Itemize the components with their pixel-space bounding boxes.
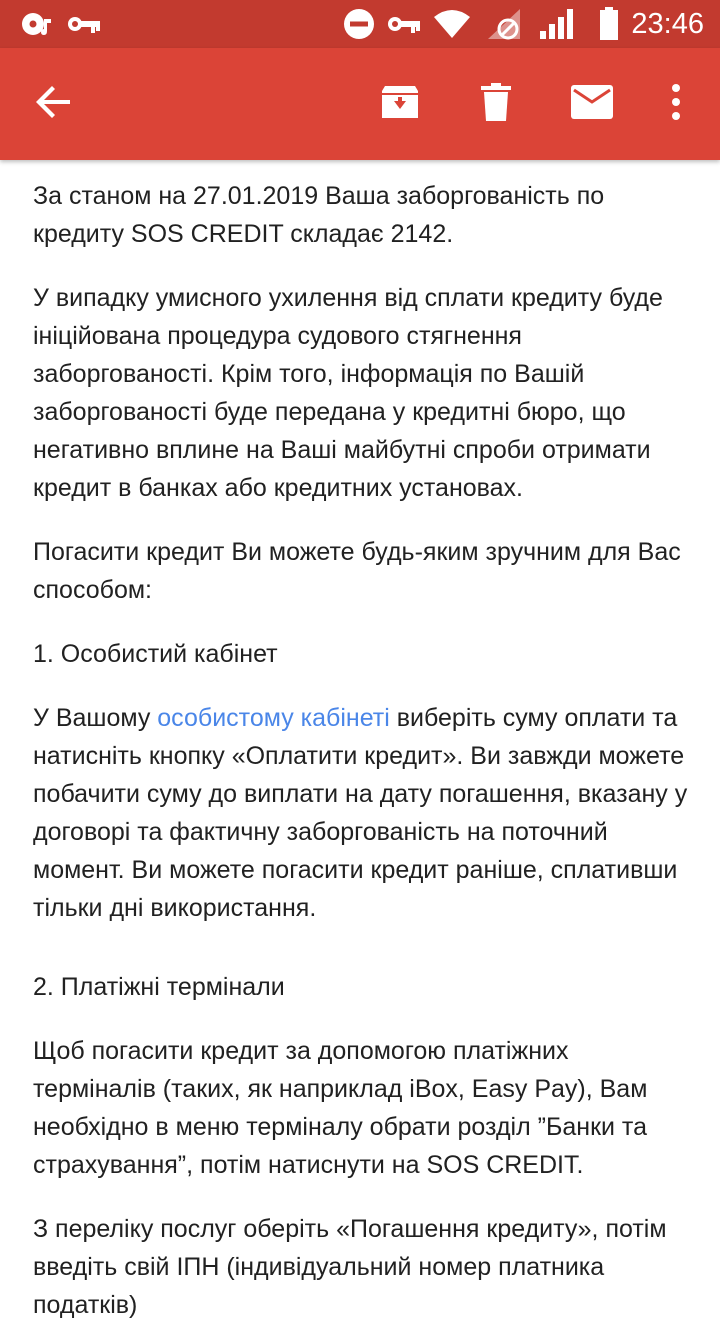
debt-status-paragraph: За станом на 27.01.2019 Ваша заборгованість по кредиту SOS CREDIT складає 2142. xyxy=(33,182,605,248)
personal-cabinet-link[interactable]: особистому кабінеті xyxy=(157,704,390,732)
status-bar xyxy=(0,0,720,48)
delete-icon xyxy=(481,83,511,126)
archive-button[interactable] xyxy=(360,48,440,160)
email-body xyxy=(33,160,693,1324)
status-time: 23:46 xyxy=(631,8,704,40)
do-not-disturb-icon xyxy=(342,0,376,48)
wifi-icon xyxy=(432,0,472,48)
terminals-paragraph: Щоб погасити кредит за допомогою платіжних терміналів (таких, як наприклад iBox, Easy Pay), Вам необхідно в меню терміналу обрати розділ ”Банки та страхування”, потім натиснути на SOS CREDIT. xyxy=(33,1037,648,1179)
archive-icon xyxy=(381,84,419,125)
back-button[interactable] xyxy=(14,48,94,160)
more-options-button[interactable] xyxy=(640,48,712,160)
consequences-paragraph: У випадку умисного ухилення від сплати кредиту буде ініційована процедура судового стягнення заборгованості. Крім того, інформація по Вашій заборгованості буде передана у кредитні бюро, що негативно вплине на Ваші майбутні спроби отримати кредит в банках або кредитних установах. xyxy=(33,284,663,502)
vpn-key-icon-2 xyxy=(386,0,422,48)
personal-cabinet-paragraph xyxy=(33,699,693,927)
signal-icon xyxy=(536,0,578,48)
paragraph-text: виберіть суму оплати та натисніть кнопку «Оплатити кредит». Ви завжди можете побачити суму до виплати на дату погашення, вказану у договорі та фактичну заборгованість на поточний момент. Ви можете погасити кредит раніше, сплативши тільки дні використання. xyxy=(33,704,688,922)
payment-methods-intro: Погасити кредит Ви можете будь-яким зручним для Вас способом: xyxy=(33,538,681,604)
app-bar xyxy=(0,48,720,160)
paragraph-text: У Вашому xyxy=(33,704,158,732)
battery-icon xyxy=(596,0,622,48)
service-selection-paragraph: З переліку послуг оберіть «Погашення кредиту», потім введіть свій ІПН (індивідуальний номер платника податків) xyxy=(33,1215,667,1319)
mark-unread-button[interactable] xyxy=(552,48,632,160)
back-arrow-icon xyxy=(36,84,72,125)
media-disc-icon xyxy=(16,0,56,48)
more-vert-icon xyxy=(671,84,681,125)
signal-no-sim-icon xyxy=(484,0,526,48)
mail-icon xyxy=(571,85,613,124)
vpn-key-icon xyxy=(66,0,102,48)
method-2-heading: 2. Платіжні термінали xyxy=(33,973,285,1001)
method-1-heading: 1. Особистий кабінет xyxy=(33,640,278,668)
delete-button[interactable] xyxy=(456,48,536,160)
